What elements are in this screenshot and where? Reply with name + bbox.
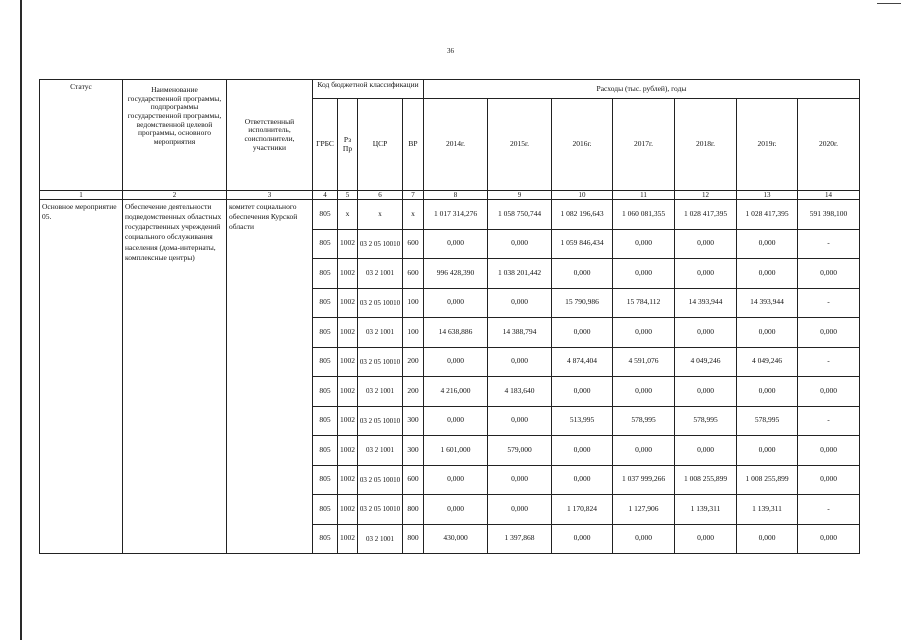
expense-cell: 15 790,986: [552, 288, 613, 318]
csr-cell: 03 2 05 10010: [358, 495, 403, 525]
expense-cell: 1 008 255,899: [675, 465, 737, 495]
csr-cell: 03 2 1001: [358, 436, 403, 466]
column-number: 5: [338, 191, 358, 200]
expense-cell: 0,000: [613, 318, 675, 348]
expense-cell: 0,000: [552, 524, 613, 554]
grbs-cell: 805: [313, 288, 338, 318]
expense-cell: 0,000: [552, 259, 613, 289]
csr-cell: 03 2 1001: [358, 259, 403, 289]
vr-cell: х: [403, 200, 424, 230]
rzpr-cell: 1002: [338, 318, 358, 348]
expense-cell: 1 127,906: [613, 495, 675, 525]
activity-name-cell: Обеспечение деятельности подведомственных областных государственных учреждений социального обслуживания населения (дома-интернаты, комплексные центры): [123, 200, 227, 554]
csr-cell: х: [358, 200, 403, 230]
expense-cell: 0,000: [613, 436, 675, 466]
grbs-cell: 805: [313, 465, 338, 495]
expense-cell: 0,000: [737, 229, 798, 259]
expense-cell: 1 170,824: [552, 495, 613, 525]
header-year: 2017г.: [613, 99, 675, 191]
expense-cell: 0,000: [424, 347, 488, 377]
csr-cell: 03 2 05 10010: [358, 465, 403, 495]
header-budget-code: Код бюджетной классификации: [313, 80, 424, 99]
expense-cell: 0,000: [488, 495, 552, 525]
rzpr-cell: 1002: [338, 288, 358, 318]
status-cell: Основное мероприятие 05.: [40, 200, 123, 554]
expense-cell: 1 017 314,276: [424, 200, 488, 230]
rzpr-cell: 1002: [338, 406, 358, 436]
rzpr-cell: 1002: [338, 524, 358, 554]
expense-cell: 0,000: [737, 436, 798, 466]
rzpr-cell: 1002: [338, 436, 358, 466]
vr-cell: 600: [403, 259, 424, 289]
vr-cell: 100: [403, 318, 424, 348]
expense-cell: 4 874,404: [552, 347, 613, 377]
expense-cell: 513,995: [552, 406, 613, 436]
expense-cell: -: [798, 229, 860, 259]
expense-cell: 1 139,311: [737, 495, 798, 525]
expense-cell: 0,000: [552, 436, 613, 466]
vr-cell: 200: [403, 377, 424, 407]
expense-cell: 1 028 417,395: [737, 200, 798, 230]
header-year: 2015г.: [488, 99, 552, 191]
expense-cell: -: [798, 347, 860, 377]
expense-cell: 4 591,076: [613, 347, 675, 377]
expense-cell: 0,000: [424, 229, 488, 259]
column-number: 1: [40, 191, 123, 200]
expense-cell: 0,000: [613, 524, 675, 554]
expense-cell: 0,000: [488, 406, 552, 436]
grbs-cell: 805: [313, 259, 338, 289]
table-row: [40, 200, 860, 230]
column-number: 9: [488, 191, 552, 200]
expense-cell: 0,000: [737, 259, 798, 289]
expense-cell: 0,000: [613, 259, 675, 289]
column-number: 4: [313, 191, 338, 200]
expense-cell: 14 393,944: [675, 288, 737, 318]
expense-cell: -: [798, 495, 860, 525]
rzpr-cell: 1002: [338, 377, 358, 407]
expense-cell: 0,000: [798, 524, 860, 554]
expense-cell: 0,000: [798, 259, 860, 289]
csr-cell: 03 2 05 10010: [358, 229, 403, 259]
expense-cell: 0,000: [552, 465, 613, 495]
expense-cell: 578,995: [675, 406, 737, 436]
expense-cell: 578,995: [737, 406, 798, 436]
expense-cell: 578,995: [613, 406, 675, 436]
csr-cell: 03 2 05 10010: [358, 406, 403, 436]
column-number: 10: [552, 191, 613, 200]
expense-cell: 1 060 081,355: [613, 200, 675, 230]
expense-cell: 0,000: [675, 436, 737, 466]
expense-cell: 0,000: [488, 347, 552, 377]
expense-cell: 4 183,640: [488, 377, 552, 407]
csr-cell: 03 2 1001: [358, 524, 403, 554]
scan-corner-mark: [877, 3, 901, 4]
expense-cell: 0,000: [737, 318, 798, 348]
expense-cell: 0,000: [613, 377, 675, 407]
grbs-cell: 805: [313, 200, 338, 230]
expense-cell: 1 008 255,899: [737, 465, 798, 495]
expense-cell: 0,000: [675, 229, 737, 259]
expense-cell: 1 037 999,266: [613, 465, 675, 495]
expense-cell: 0,000: [798, 377, 860, 407]
expense-cell: 1 028 417,395: [675, 200, 737, 230]
expense-cell: 1 059 846,434: [552, 229, 613, 259]
vr-cell: 800: [403, 495, 424, 525]
expense-cell: 0,000: [424, 465, 488, 495]
rzpr-cell: 1002: [338, 229, 358, 259]
expense-cell: 0,000: [675, 377, 737, 407]
header-expenses: Расходы (тыс. рублей), годы: [424, 80, 860, 99]
grbs-cell: 805: [313, 406, 338, 436]
expense-cell: 4 049,246: [737, 347, 798, 377]
expense-cell: 14 638,886: [424, 318, 488, 348]
vr-cell: 600: [403, 465, 424, 495]
expense-cell: 1 601,000: [424, 436, 488, 466]
expense-cell: 15 784,112: [613, 288, 675, 318]
page-number: 36: [447, 47, 454, 55]
expense-cell: 14 388,794: [488, 318, 552, 348]
expense-cell: 4 049,246: [675, 347, 737, 377]
expense-cell: 1 058 750,744: [488, 200, 552, 230]
grbs-cell: 805: [313, 229, 338, 259]
expense-cell: 0,000: [488, 288, 552, 318]
header-responsible: Ответственный исполнитель, соисполнители, участники: [227, 80, 313, 191]
column-number: 11: [613, 191, 675, 200]
csr-cell: 03 2 1001: [358, 377, 403, 407]
csr-cell: 03 2 05 10010: [358, 288, 403, 318]
expense-cell: 0,000: [552, 377, 613, 407]
rzpr-cell: 1002: [338, 465, 358, 495]
header-year: 2018г.: [675, 99, 737, 191]
vr-cell: 200: [403, 347, 424, 377]
csr-cell: 03 2 05 10010: [358, 347, 403, 377]
expense-cell: 0,000: [798, 318, 860, 348]
expense-cell: 0,000: [675, 318, 737, 348]
expense-cell: 430,000: [424, 524, 488, 554]
header-status: Статус: [40, 80, 123, 191]
expense-cell: 0,000: [798, 436, 860, 466]
header-year: 2016г.: [552, 99, 613, 191]
expense-cell: 0,000: [424, 288, 488, 318]
vr-cell: 800: [403, 524, 424, 554]
vr-cell: 300: [403, 406, 424, 436]
grbs-cell: 805: [313, 524, 338, 554]
header-csr: ЦСР: [358, 99, 403, 191]
expense-cell: 14 393,944: [737, 288, 798, 318]
expense-cell: 0,000: [737, 377, 798, 407]
column-number: 14: [798, 191, 860, 200]
rzpr-cell: х: [338, 200, 358, 230]
expense-cell: 591 398,100: [798, 200, 860, 230]
rzpr-cell: 1002: [338, 259, 358, 289]
expense-cell: 4 216,000: [424, 377, 488, 407]
budget-table: [39, 79, 860, 554]
expense-cell: 0,000: [798, 465, 860, 495]
responsible-cell: комитет социального обеспечения Курской области: [227, 200, 313, 554]
grbs-cell: 805: [313, 347, 338, 377]
header-grbs: ГРБС: [313, 99, 338, 191]
expense-cell: 0,000: [488, 465, 552, 495]
expense-cell: 1 082 196,643: [552, 200, 613, 230]
column-number: 2: [123, 191, 227, 200]
expense-cell: 1 397,868: [488, 524, 552, 554]
column-number: 13: [737, 191, 798, 200]
header-year: 2014г.: [424, 99, 488, 191]
column-number: 6: [358, 191, 403, 200]
expense-cell: 0,000: [488, 229, 552, 259]
header-rzpr: Рз Пр: [338, 99, 358, 191]
grbs-cell: 805: [313, 436, 338, 466]
grbs-cell: 805: [313, 377, 338, 407]
vr-cell: 300: [403, 436, 424, 466]
rzpr-cell: 1002: [338, 347, 358, 377]
grbs-cell: 805: [313, 318, 338, 348]
header-year: 2019г.: [737, 99, 798, 191]
expense-cell: 0,000: [424, 495, 488, 525]
rzpr-cell: 1002: [338, 495, 358, 525]
column-number: 12: [675, 191, 737, 200]
expense-cell: 579,000: [488, 436, 552, 466]
expense-cell: 996 428,390: [424, 259, 488, 289]
expense-cell: 0,000: [424, 406, 488, 436]
scan-edge-shadow: [20, 0, 22, 640]
expense-cell: 0,000: [675, 524, 737, 554]
expense-cell: 1 038 201,442: [488, 259, 552, 289]
header-vr: ВР: [403, 99, 424, 191]
expense-cell: 1 139,311: [675, 495, 737, 525]
header-year: 2020г.: [798, 99, 860, 191]
grbs-cell: 805: [313, 495, 338, 525]
expense-cell: 0,000: [613, 229, 675, 259]
vr-cell: 100: [403, 288, 424, 318]
vr-cell: 600: [403, 229, 424, 259]
expense-cell: -: [798, 406, 860, 436]
expense-cell: 0,000: [675, 259, 737, 289]
column-number: 8: [424, 191, 488, 200]
expense-cell: -: [798, 288, 860, 318]
column-number: 3: [227, 191, 313, 200]
expense-cell: 0,000: [737, 524, 798, 554]
column-number: 7: [403, 191, 424, 200]
expense-cell: 0,000: [552, 318, 613, 348]
header-name: Наименование государственной программы, подпрограммы государственной программы, ведомственной целевой программы, основного мероприятия: [123, 80, 227, 191]
csr-cell: 03 2 1001: [358, 318, 403, 348]
